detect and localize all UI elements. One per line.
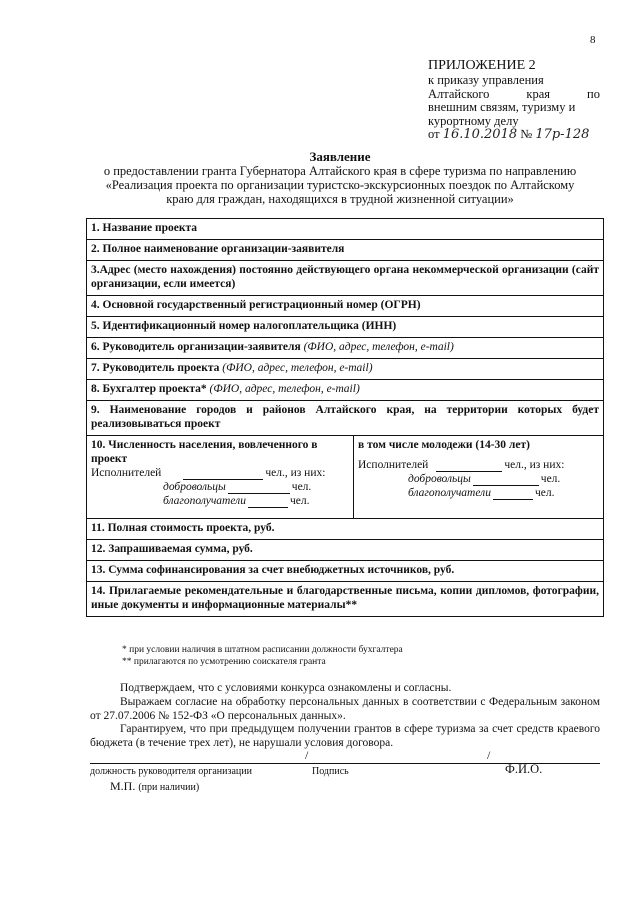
row-accountant: 8. Бухгалтер проекта* (ФИО, адрес, телефон, e-mail) xyxy=(87,380,604,401)
page-number: 8 xyxy=(590,34,596,46)
row-population-right: в том числе молодежи (14-30 лет) Исполнителей чел., из них: добровольцы чел. благополучатели чел. xyxy=(354,436,604,519)
heading-line3: краю для граждан, находящихся в трудной жизненной ситуации» xyxy=(166,192,514,206)
heading-line2: «Реализация проекта по организации туристско-экскурсионных поездок по Алтайскому xyxy=(105,178,575,192)
row-attachments: 14. Прилагаемые рекомендательные и благодарственные письма, копии дипломов, фотографии, иные документы и информационные материалы** xyxy=(87,582,604,617)
row-org-head: 6. Руководитель организации-заявителя (ФИО, адрес, телефон, e-mail) xyxy=(87,338,604,359)
footnote-1: * при условии наличия в штатном расписании должности бухгалтера xyxy=(122,645,403,655)
row-territories: 9. Наименование городов и районов Алтайского края, на территории которых будет реализовываться проект xyxy=(87,401,604,436)
slash-1: / xyxy=(305,748,309,762)
consent-paragraph: Выражаем согласие на обработку персональных данных в соответствии с Федеральным законом от 27.07.2006 № 152-ФЗ «О персональных данных». xyxy=(90,696,600,722)
footnotes xyxy=(122,644,403,668)
slash-2: / xyxy=(487,748,491,762)
appendix-title: ПРИЛОЖЕНИЕ 2 xyxy=(428,58,536,73)
signature-caption: Подпись xyxy=(312,766,349,777)
row-cofinancing: 13. Сумма софинансирования за счет внебюджетных источников, руб. xyxy=(87,561,604,582)
row-address: 3.Адрес (место нахождения) постоянно действующего органа некоммерческой организации (сайт организации, если имеется) xyxy=(87,261,604,296)
footnote-2: ** прилагаются по усмотрению соискателя гранта xyxy=(122,657,326,667)
stamp-caption: М.П. (при наличии) xyxy=(110,779,200,793)
fio-caption: Ф.И.О. xyxy=(505,762,543,776)
row-total-cost: 11. Полная стоимость проекта, руб. xyxy=(87,519,604,540)
confirm-paragraph: Подтверждаем, что с условиями конкурса ознакомлены и согласны. xyxy=(120,682,452,694)
document-title: Заявление xyxy=(309,149,371,164)
handwritten-number: 17р-128 xyxy=(535,127,590,142)
position-caption: должность руководителя организации xyxy=(90,766,252,777)
row-project-head: 7. Руководитель проекта (ФИО, адрес, телефон, e-mail) xyxy=(87,359,604,380)
row-ogrn: 4. Основной государственный регистрационный номер (ОГРН) xyxy=(87,296,604,317)
application-form-table xyxy=(86,218,604,617)
guarantee-paragraph: Гарантируем, что при предыдущем получении грантов в сфере туризма за счет средств краевого бюджета (в течение трех лет), не нарушали условия договора. xyxy=(90,723,600,749)
heading-line1: о предоставлении гранта Губернатора Алтайского края в сфере туризма по направлению xyxy=(103,164,577,178)
row-project-name: 1. Название проекта xyxy=(87,219,604,240)
appendix-line3: внешним связям, туризму и xyxy=(428,100,576,114)
handwritten-date: 16.10.2018 xyxy=(442,127,518,142)
appendix-line2: Алтайского края по xyxy=(428,86,600,101)
appendix-date-line: от 16.10.2018 № 17р-128 xyxy=(428,127,590,142)
row-org-name: 2. Полное наименование организации-заявителя xyxy=(87,240,604,261)
row-requested-sum: 12. Запрашиваемая сумма, руб. xyxy=(87,540,604,561)
row-inn: 5. Идентификационный номер налогоплательщика (ИНН) xyxy=(87,317,604,338)
document-heading xyxy=(80,150,600,206)
appendix-block xyxy=(428,58,600,142)
appendix-line1: к приказу управления xyxy=(428,73,544,87)
appendix-line4: курортному делу xyxy=(428,113,519,128)
row-population-left: 10. Численность населения, вовлеченного в проект Исполнителей чел., из них: добровольцы чел. благополучатели чел. xyxy=(87,436,354,519)
